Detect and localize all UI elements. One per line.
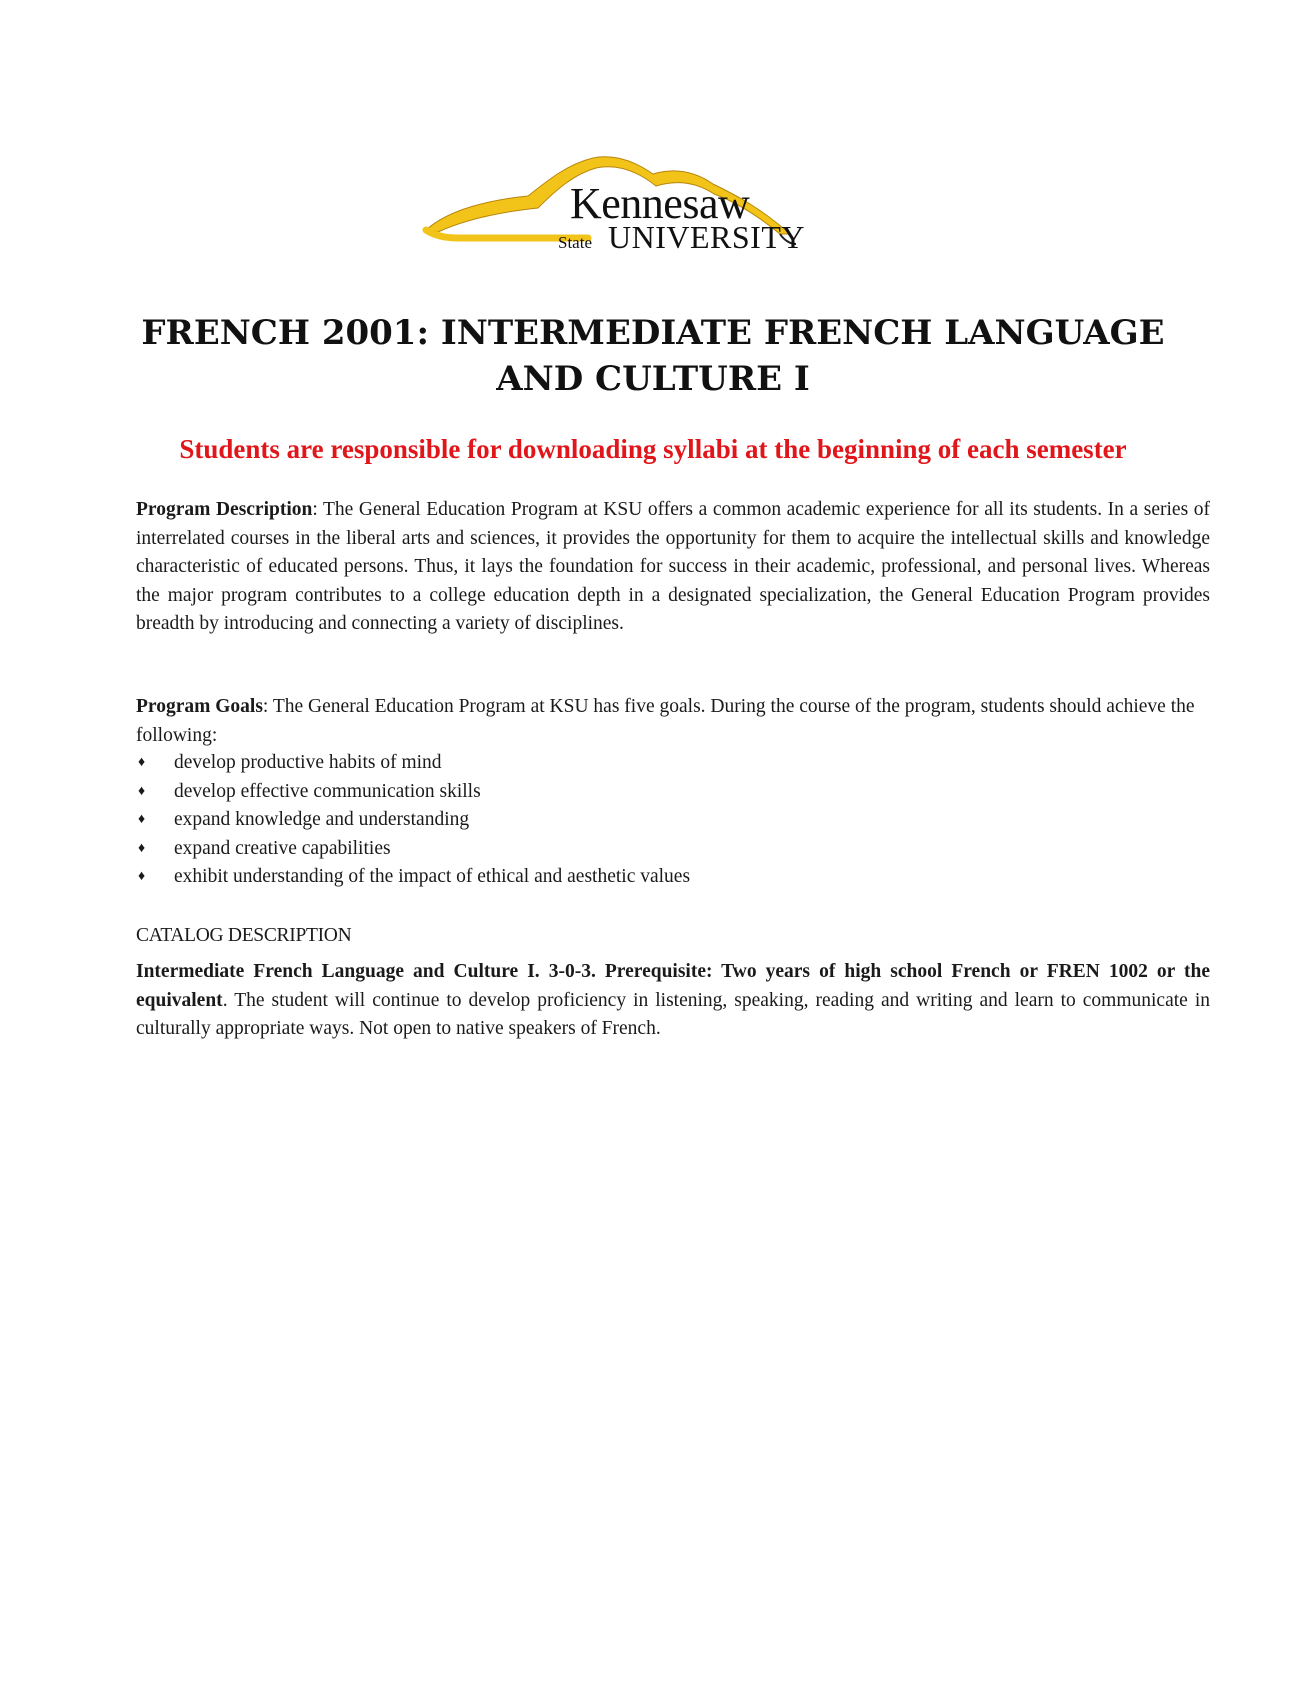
program-goals-list (136, 749, 1210, 892)
diamond-bullet-icon: ♦ (138, 869, 146, 884)
goal-text: exhibit understanding of the impact of ethical and aesthetic values (174, 866, 691, 887)
catalog-description (136, 958, 1210, 1044)
logo-wordmark-state: State (558, 233, 592, 252)
diamond-bullet-icon: ♦ (138, 840, 146, 856)
goal-text: expand creative capabilities (174, 837, 391, 859)
goal-text: develop effective communication skills (174, 780, 481, 802)
program-goals (136, 693, 1210, 750)
list-item (136, 863, 1210, 892)
program-description (136, 496, 1210, 639)
diamond-bullet-icon: ♦ (138, 783, 146, 799)
catalog-description-heading: CATALOG DESCRIPTION (136, 925, 352, 946)
course-title: FRENCH 2001: INTERMEDIATE FRENCH LANGUAGE AND CULTURE I (141, 313, 1165, 399)
list-item (136, 835, 1210, 864)
program-description-text: : The General Education Program at KSU offers a common academic experience for all its students. In a series of interrelated courses in the liberal arts and sciences, it provides the opportunity for them to acquire the intellectual skills and knowledge characteristic of educated persons. Thus, it lays the foundation for success in their academic, professional, and personal lives. Whereas the major program contributes to a college education depth in a designated specialization, the General Education Program provides breadth by introducing and connecting a variety of disciplines. (136, 499, 1210, 634)
program-goals-text: : The General Education Program at KSU has five goals. During the course of the program, students should achieve the following: (136, 696, 1195, 746)
goal-text: expand knowledge and understanding (174, 809, 470, 830)
diamond-bullet-icon: ♦ (138, 812, 146, 827)
list-item (136, 749, 1210, 778)
program-goals-label: Program Goals (136, 696, 263, 717)
program-description-label: Program Description (136, 499, 313, 520)
university-logo (418, 150, 858, 280)
logo-wordmark-kennesaw: Kennesaw (570, 179, 750, 228)
list-item (136, 778, 1210, 807)
download-notice: Students are responsible for downloading syllabi at the beginning of each semester (179, 434, 1127, 464)
diamond-bullet-icon: ♦ (138, 755, 146, 770)
logo-wordmark-university: UNIVERSITY (608, 219, 805, 255)
catalog-description-text: . The student will continue to develop proficiency in listening, speaking, reading and writing and learn to communicate in culturally appropriate ways. Not open to native speakers of French. (136, 989, 1210, 1039)
list-item (136, 806, 1210, 835)
goal-text: develop productive habits of mind (174, 752, 442, 773)
catalog-description-bold: Intermediate French Language and Culture I. 3-0-3. Prerequisite: Two years of high school French or FREN 1002 or the equivalent (136, 961, 1210, 1011)
